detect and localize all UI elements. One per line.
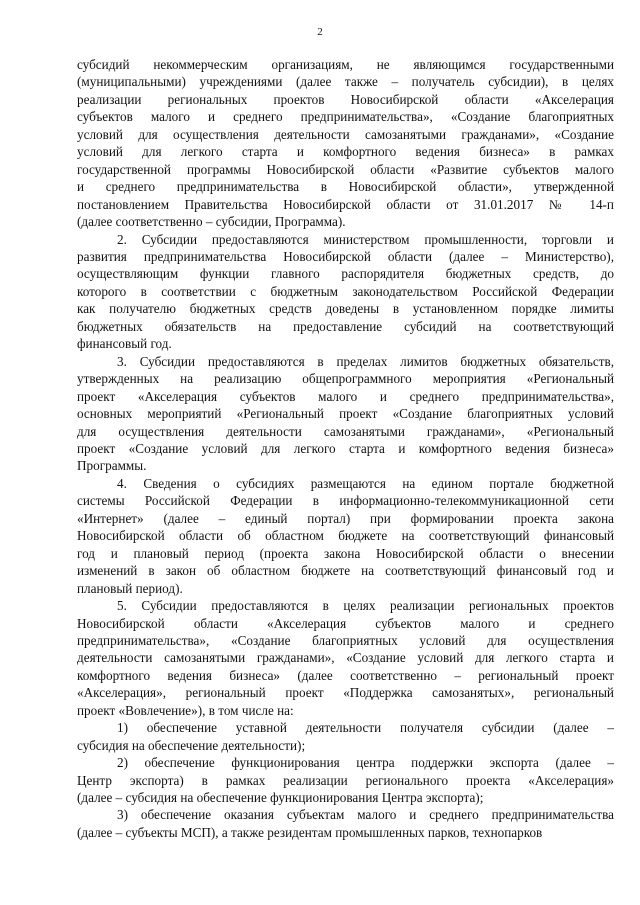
text-line: (далее – субсидия на обеспечение функционирования Центра экспорта); xyxy=(77,790,484,806)
text-line: государственной программы Новосибирской области «Развитие субъектов малого xyxy=(77,161,614,177)
text-line: как получателю бюджетных средств доведены в установленном порядке лимиты xyxy=(77,301,614,317)
text-line: развития предпринимательства Новосибирской области (далее – Министерство), xyxy=(77,248,614,264)
text-line: предпринимательства», «Создание благоприятных условий для осуществления xyxy=(77,632,614,648)
text-line: для осуществления деятельности самозанятыми гражданами», «Региональный xyxy=(77,423,614,439)
paragraph xyxy=(77,475,614,597)
text-line: финансовый год. xyxy=(77,336,172,352)
paragraph xyxy=(77,353,614,475)
text-line: комфортного ведения бизнеса» (далее соответственно – региональный проект xyxy=(77,667,614,683)
text-line: плановый период). xyxy=(77,580,183,596)
text-line: 4. Сведения о субсидиях размещаются на едином портале бюджетной xyxy=(117,475,614,491)
text-line: которого в соответствии с бюджетным законодательством Российской Федерации xyxy=(77,283,614,299)
paragraph xyxy=(77,719,614,754)
text-line: 2. Субсидии предоставляются министерством промышленности, торговли и xyxy=(117,231,614,247)
paragraph xyxy=(77,231,614,353)
text-line: утвержденных на реализацию общепрограммного мероприятия «Региональный xyxy=(77,371,614,387)
text-line: 1) обеспечение уставной деятельности получателя субсидии (далее – xyxy=(117,720,614,736)
text-line: условий для легкого старта и комфортного ведения бизнеса» в рамках xyxy=(77,144,614,160)
text-line: 5. Субсидии предоставляются в целях реализации региональных проектов xyxy=(117,598,614,614)
text-line: «Интернет» (далее – единый портал) при формировании проекта закона xyxy=(77,510,614,526)
text-line: бюджетных обязательств на предоставление субсидий на соответствующий xyxy=(77,318,614,334)
text-line: изменений в закон об областном бюджете на соответствующий финансовый год и xyxy=(77,563,614,579)
text-line: Центр экспорта) в рамках реализации регионального проекта «Акселерация» xyxy=(77,772,614,788)
text-line: 3) обеспечение оказания субъектам малого и среднего предпринимательства xyxy=(117,807,614,823)
text-line: реализации региональных проектов Новосибирской области «Акселерация xyxy=(77,91,614,107)
text-line: осуществляющим функции главного распорядителя бюджетных средств, до xyxy=(77,266,614,282)
paragraph xyxy=(77,754,614,806)
text-line: условий для осуществления деятельности самозанятыми гражданами», «Создание xyxy=(77,126,614,142)
text-line: проект «Создание условий для легкого старта и комфортного ведения бизнеса» xyxy=(77,440,614,456)
page-number: 2 xyxy=(317,26,323,38)
document-body xyxy=(77,56,614,841)
text-line: Новосибирской области об областном бюджете на соответствующий финансовый xyxy=(77,528,614,544)
text-line: «Акселерация», региональный проект «Поддержка самозанятых», региональный xyxy=(77,685,614,701)
text-line: основных мероприятий «Региональный проект «Создание благоприятных условий xyxy=(77,406,614,422)
text-line: и среднего предпринимательства в Новосибирской области», утвержденной xyxy=(77,179,614,195)
text-line: (далее соответственно – субсидии, Программа). xyxy=(77,214,346,230)
text-line: Программы. xyxy=(77,458,147,474)
text-line: (далее – субъекты МСП), а также резидентам промышленных парков, технопарков xyxy=(77,824,543,840)
text-line: 3. Субсидии предоставляются в пределах лимитов бюджетных обязательств, xyxy=(117,353,614,369)
text-line: постановлением Правительства Новосибирской области от 31.01.2017 № 14-п xyxy=(77,196,614,212)
text-line: деятельности самозанятыми гражданами», «Создание условий для легкого старта и xyxy=(77,650,614,666)
text-line: год и плановый период (проекта закона Новосибирской области о внесении xyxy=(77,545,614,561)
paragraph xyxy=(77,806,614,841)
text-line: 2) обеспечение функционирования центра поддержки экспорта (далее – xyxy=(117,755,614,771)
text-line: субъектов малого и среднего предпринимательства», «Создание благоприятных xyxy=(77,109,614,125)
paragraph xyxy=(77,597,614,719)
text-line: Новосибирской области «Акселерация субъектов малого и среднего xyxy=(77,615,614,631)
text-line: субсидия на обеспечение деятельности); xyxy=(77,737,306,753)
text-line: проект «Акселерация субъектов малого и среднего предпринимательства», xyxy=(77,388,614,404)
text-line: (муниципальными) учреждениями (далее также – получатель субсидии), в целях xyxy=(77,74,614,90)
text-line: системы Российской Федерации в информационно-телекоммуникационной сети xyxy=(77,493,614,509)
text-line: субсидий некоммерческим организациям, не являющимся государственными xyxy=(77,57,614,72)
text-line: проект «Вовлечение»), в том числе на: xyxy=(77,702,294,718)
paragraph xyxy=(77,56,614,231)
